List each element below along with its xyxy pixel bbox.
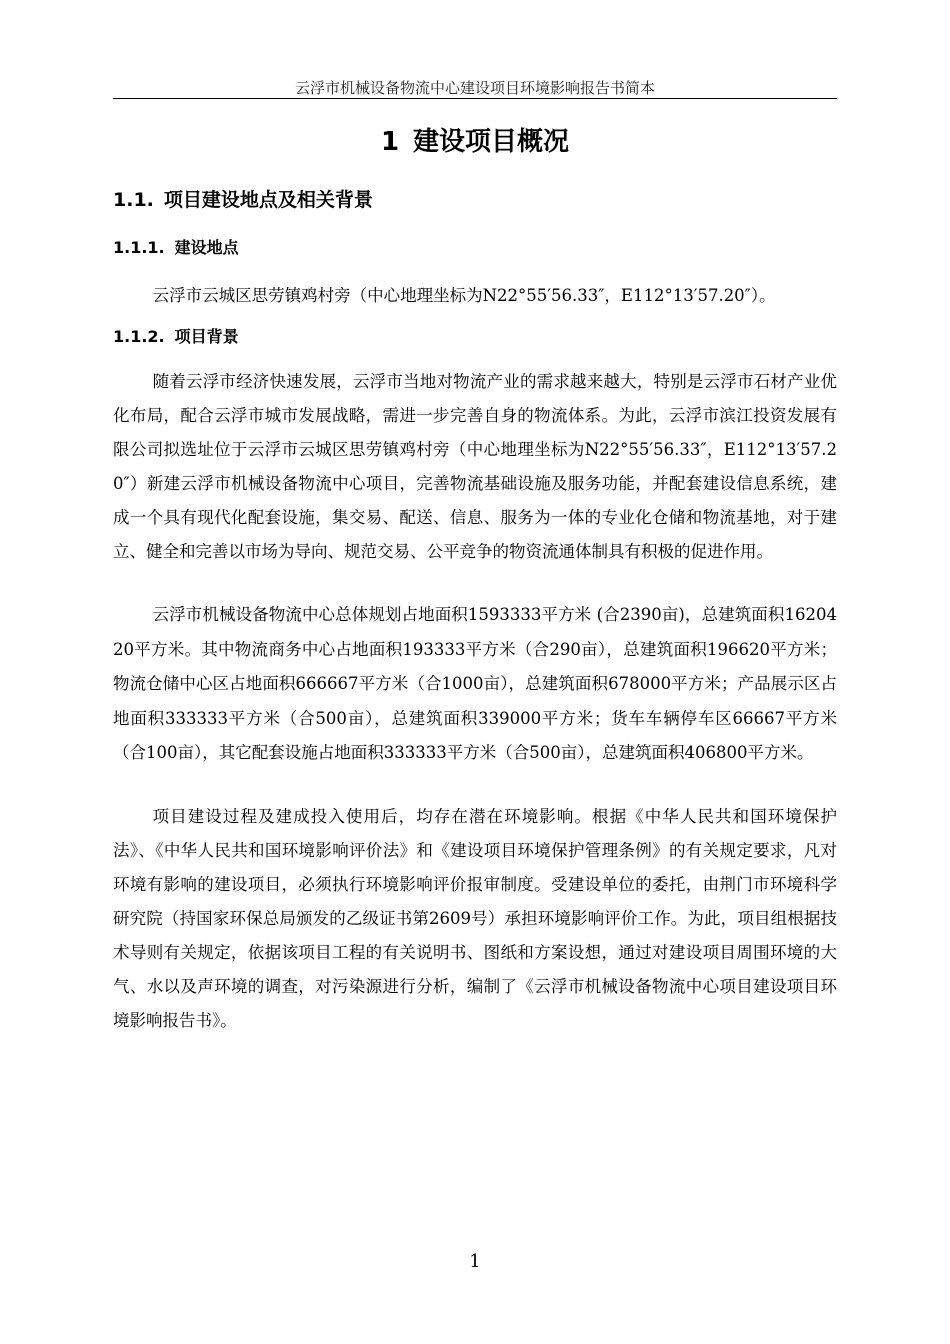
chapter-title: 建设项目概况 xyxy=(413,127,570,157)
subsection-number: 1.1.2. xyxy=(113,327,165,346)
subsection-heading-1-1-2 xyxy=(113,325,239,349)
page-number: 1 xyxy=(469,1251,481,1272)
location-paragraph: 云浮市云城区思劳镇鸡村旁（中心地理坐标为N22°55′56.33″，E112°13′57.20″）。 xyxy=(152,286,776,305)
section-title: 项目建设地点及相关背景 xyxy=(163,189,373,211)
running-header: 云浮市机械设备物流中心建设项目环境影响报告书简本 xyxy=(294,79,655,97)
background-paragraph-3: 项目建设过程及建成投入使用后，均存在潜在环境影响。根据《中华人民共和国环境保护法》、《中华人民共和国环境影响评价法》和《建设项目环境保护管理条例》的有关规定要求，凡对环境有影响的建设项目，必须执行环境影响评价报审制度。受建设单位的委托，由荆门市环境科学研究院（持国家环保总局颁发的乙级证书第2609号）承担环境影响评价工作。为此，项目组根据技术导则有关规定，依据该项目工程的有关说明书、图纸和方案设想，通过对建设项目周围环境的大气、水以及声环境的调查，对污染源进行分析，编制了《云浮市机械设备物流中心项目建设项目环境影响报告书》。 xyxy=(113,807,837,1030)
subsection-title: 项目背景 xyxy=(174,327,239,346)
background-paragraph-1: 随着云浮市经济快速发展，云浮市当地对物流产业的需求越来越大，特别是云浮市石材产业优化布局，配合云浮市城市发展战略，需进一步完善自身的物流体系。为此，云浮市滨江投资发展有限公司拟选址位于云浮市云城区思劳镇鸡村旁（中心地理坐标为N22°55′56.33″，E112°13′57.20″）新建云浮市机械设备物流中心项目，完善物流基础设施及服务功能，并配套建设信息系统，建成一个具有现代化配套设施，集交易、配送、信息、服务为一体的专业化仓储和物流基地，对于建立、健全和完善以市场为导向、规范交易、公平竞争的物资流通体制具有积极的促进作用。 xyxy=(113,372,837,561)
section-number: 1.1. xyxy=(113,189,154,211)
chapter-number: 1 xyxy=(380,127,400,157)
chapter-heading xyxy=(113,122,837,162)
subsection-heading-1-1-1 xyxy=(113,236,239,260)
header-divider xyxy=(113,98,837,99)
background-paragraph-2: 云浮市机械设备物流中心总体规划占地面积1593333平方米 (合2390亩)，总建筑面积1620420平方米。其中物流商务中心占地面积193333平方米（合290亩），总建筑面积196620平方米；物流仓储中心区占地面积666667平方米（合1000亩），总建筑面积678000平方米；产品展示区占地面积333333平方米（合500亩），总建筑面积339000平方米；货车车辆停车区66667平方米（合100亩），其它配套设施占地面积333333平方米（合500亩），总建筑面积406800平方米。 xyxy=(113,605,837,762)
section-heading-1-1 xyxy=(113,186,373,214)
subsection-number: 1.1.1. xyxy=(113,238,165,257)
subsection-title: 建设地点 xyxy=(174,238,239,257)
